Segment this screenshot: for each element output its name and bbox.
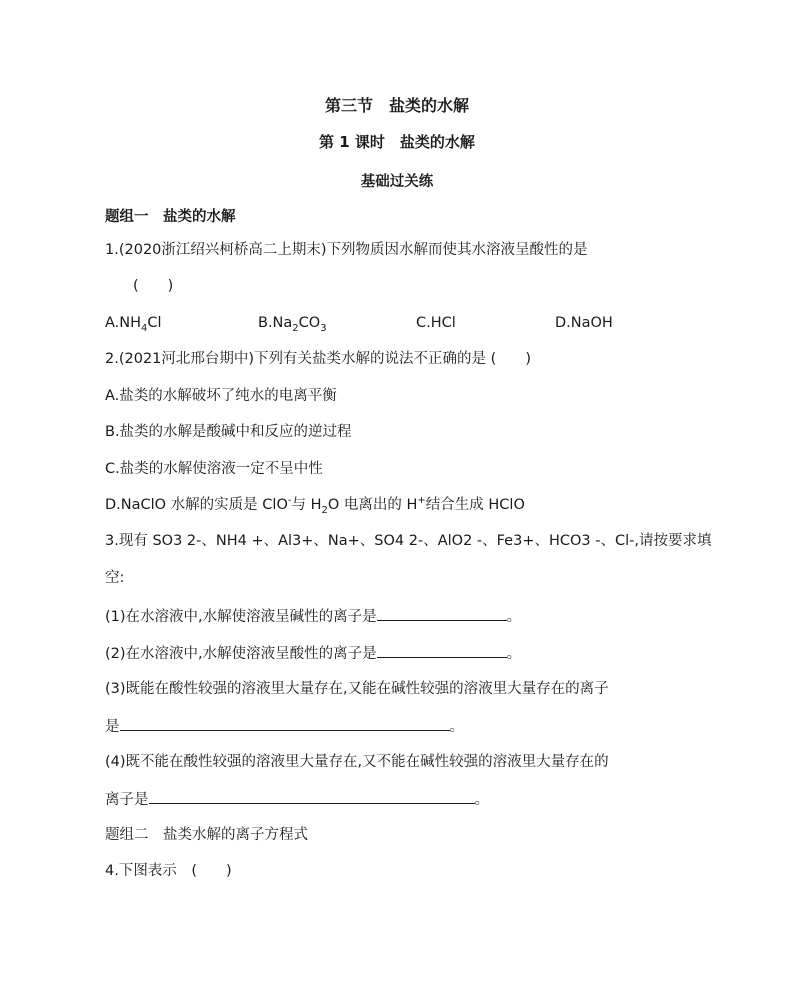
q3-part-4-tail: 离子是 — [105, 792, 149, 808]
q3-tail: ,请按要求填 — [634, 533, 712, 549]
q1-option-a-text: A.NH — [105, 315, 142, 331]
q1-option-b — [258, 313, 327, 333]
q3-part-1-end: 。 — [506, 609, 522, 625]
q1-option-b-sub2: 3 — [320, 322, 327, 334]
group-heading-1: 题组一 盐类的水解 — [105, 209, 236, 225]
q3-part-2-blank[interactable] — [377, 642, 507, 658]
q1-option-b-text: B.Na — [258, 315, 293, 331]
q3-part-2-end: 。 — [506, 646, 522, 662]
q3-stem-cont: 空: — [105, 570, 125, 586]
q3-part-4-cont — [105, 788, 489, 810]
q1-stem: 1.(2020浙江绍兴柯桥高二上期末)下列物质因水解而使其水溶液呈酸性的是 — [105, 242, 588, 258]
q3-part-1 — [105, 605, 521, 627]
q3-part-2 — [105, 642, 521, 664]
q3-part-3-end: 。 — [449, 719, 464, 735]
q1-option-a-tail: Cl — [147, 315, 162, 331]
q3-part-4-blank[interactable] — [149, 788, 475, 804]
q1-option-c: C.HCl — [416, 315, 456, 331]
q1-option-b-mid: CO — [298, 315, 321, 331]
q3-part-4-end: 。 — [474, 792, 489, 808]
q2-option-b: B.盐类的水解是酸碱中和反应的逆过程 — [105, 424, 352, 440]
page-title: 第三节 盐类的水解 — [324, 96, 469, 115]
q3-part-1-text: (1)在水溶液中,水解使溶液呈碱性的离子是 — [105, 609, 377, 625]
q3-stem — [105, 531, 711, 551]
q4-stem: 4.下图表示 ( ) — [105, 863, 232, 879]
q1-option-a-sub: 4 — [141, 322, 148, 334]
q1-option-b-sub1: 2 — [292, 322, 299, 334]
q2-d-sup2: + — [417, 495, 426, 507]
q2-stem: 2.(2021河北邢台期中)下列有关盐类水解的说法不正确的是 ( ) — [105, 351, 531, 367]
q2-d-sub: 2 — [321, 504, 328, 516]
q2-d-mid2: O 电离出的 H — [327, 497, 418, 513]
q3-part-3-cont — [105, 715, 464, 737]
q2-option-a: A.盐类的水解破坏了纯水的电离平衡 — [105, 388, 337, 404]
q2-d-pre: D.NaClO 水解的实质是 ClO — [105, 497, 288, 513]
q3-part-4: (4)既不能在酸性较强的溶液里大量存在,又不能在碱性较强的溶液里大量存在的 — [105, 754, 609, 770]
q3-part-3-tail: 是 — [105, 719, 120, 735]
q3-part-3: (3)既能在酸性较强的溶液里大量存在,又能在碱性较强的溶液里大量存在的离子 — [105, 681, 609, 697]
lesson-subtitle: 第 1 课时 盐类的水解 — [319, 133, 475, 151]
q3-part-3-blank[interactable] — [120, 715, 450, 731]
q3-lead: 3.现有 — [105, 533, 153, 549]
group-heading-2: 题组二 盐类水解的离子方程式 — [105, 827, 308, 843]
q1-option-a — [105, 313, 162, 333]
q3-part-2-text: (2)在水溶液中,水解使溶液呈酸性的离子是 — [105, 646, 377, 662]
q1-answer-paren: ( ) — [133, 278, 174, 294]
q3-part-1-blank[interactable] — [377, 605, 507, 621]
section-heading: 基础过关练 — [360, 174, 434, 190]
q2-d-sup1: - — [287, 495, 292, 507]
q2-d-mid1: 与 H — [291, 497, 322, 513]
q3-ion-list: SO3 2-、NH4 +、Al3+、Na+、SO4 2-、AlO2 -、Fe3+、HCO3 -、Cl- — [152, 533, 635, 549]
q2-option-d — [105, 495, 525, 515]
q1-option-d: D.NaOH — [555, 315, 613, 331]
q2-option-c: C.盐类的水解使溶液一定不呈中性 — [105, 461, 323, 477]
q2-d-tail: 结合生成 HClO — [425, 497, 525, 513]
